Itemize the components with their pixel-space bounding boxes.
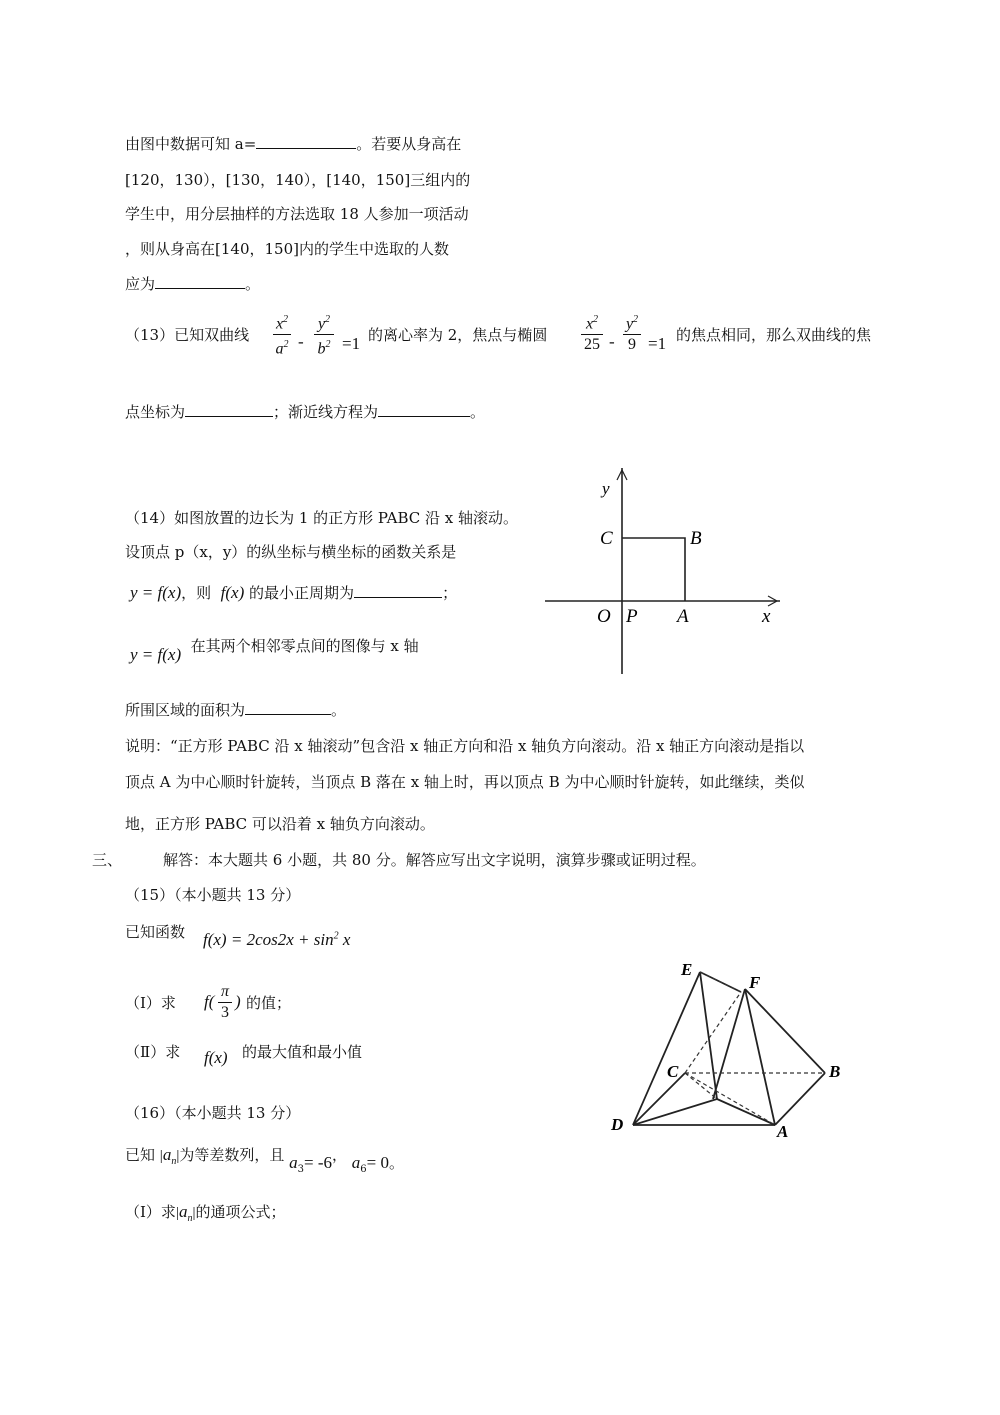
q15-function: $f(x) = 2\cos 2x + \sin^2 x$ [203, 930, 351, 949]
label-o: O [597, 606, 611, 627]
q13-label: （13）已知双曲线 [125, 326, 250, 344]
q15-part2-tail: 的最大值和最小值 [242, 1043, 363, 1061]
q15-given: 已知函数 [125, 923, 186, 941]
answer-blank [378, 402, 470, 417]
answer-blank [256, 134, 356, 149]
ellipse-frac-x: $x^2$ 25 [580, 310, 604, 355]
q14-note2: 顶点 A 为中心顺时针旋转，当顶点 B 落在 x 轴上时，再以顶点 B 为中心顺时针旋转，如此继续，类似 [125, 773, 805, 791]
label-f: F [749, 973, 761, 992]
q14-note3: 地，正方形 PABC 可以沿着 x 轴负方向滚动。 [125, 815, 435, 833]
hyperbola-frac-y: $y^2$ $b^2$ [313, 310, 335, 360]
pi-over-3: π 3 [217, 982, 233, 1023]
ellipse-frac-y: $y^2$ 9 [622, 310, 642, 355]
square-rolling-figure [540, 462, 785, 680]
q15-part1-f: f( [204, 992, 215, 1011]
q15-part2-label: （Ⅱ）求 [125, 1043, 181, 1061]
q15-part2-f: f(x) [204, 1048, 228, 1067]
answer-blank [155, 274, 245, 289]
q12-line4: ，则从身高在[140，150]内的学生中选取的人数 [125, 240, 449, 258]
minus-sign: - [609, 332, 615, 351]
q14-line4: y = f(x) 在其两个相邻零点间的图像与 x 轴 [130, 637, 419, 664]
q14-line1: （14）如图放置的边长为 1 的正方形 PABC 沿 x 轴滚动。 [125, 509, 519, 527]
q14-line3: y = f(x)，则 f(x) 的最小正周期为 ； [130, 583, 458, 602]
q13-mid: 的离心率为 2，焦点与椭圆 [368, 326, 548, 344]
label-d: D [611, 1115, 624, 1134]
q16-given: 已知 $|a_n|$为等差数列，且 $a_3= -6$， $a_6= 0$。 [125, 1145, 405, 1175]
equals-one: =1 [648, 334, 667, 353]
answer-blank [185, 402, 273, 417]
q16-head: （16）（本小题共 13 分） [125, 1104, 301, 1122]
q13-tail: 的焦点相同，那么双曲线的焦 [676, 326, 872, 344]
answer-blank [245, 700, 331, 715]
label-a: A [677, 606, 689, 627]
q15-part1-label: （Ⅰ）求 [125, 994, 176, 1012]
q12-line5: 应为 。 [125, 275, 261, 293]
q15-head: （15）（本小题共 13 分） [125, 886, 301, 904]
q12-line3: 学生中，用分层抽样的方法选取 18 人参加一项活动 [125, 205, 469, 223]
hyperbola-frac-x: $x^2$ $a^2$ [272, 310, 292, 360]
label-e: E [681, 960, 693, 979]
q13-line2: 点坐标为 ；渐近线方程为 。 [125, 403, 486, 421]
section-instructions: 解答：本大题共 6 小题，共 80 分。解答应写出文字说明，演算步骤或证明过程。 [163, 851, 706, 869]
minus-sign: - [298, 332, 304, 351]
equals-one: =1 [342, 334, 361, 353]
q14-note1: 说明：“正方形 PABC 沿 x 轴滚动”包含沿 x 轴正方向和沿 x 轴负方向滚动。沿 x 轴正方向滚动是指以 [125, 737, 805, 755]
section-number: 三、 [92, 851, 123, 869]
label-a: A [777, 1122, 789, 1140]
close-paren: ) [235, 992, 241, 1011]
q14-line5: 所围区域的面积为 。 [125, 701, 347, 719]
label-p: P [626, 606, 638, 627]
label-x: x [762, 606, 771, 627]
pyramid-figure [605, 955, 860, 1140]
q16-part1: （Ⅰ）求$|a_n|$的通项公式； [125, 1202, 286, 1224]
q12-line1: 由图中数据可知 a= 。若要从身高在 [125, 135, 462, 153]
q12-line2: [120，130），[130，140），[140，150]三组内的 [125, 171, 471, 189]
label-b: B [690, 528, 702, 549]
square-pabc [622, 538, 685, 601]
label-c: C [667, 1062, 679, 1081]
label-c: C [600, 528, 613, 549]
label-b: B [829, 1062, 841, 1081]
answer-blank [354, 583, 442, 598]
q15-part1-tail: 的值； [246, 994, 292, 1012]
q14-line2: 设顶点 p（x，y）的纵坐标与横坐标的函数关系是 [125, 543, 457, 561]
label-y: y [602, 479, 610, 498]
